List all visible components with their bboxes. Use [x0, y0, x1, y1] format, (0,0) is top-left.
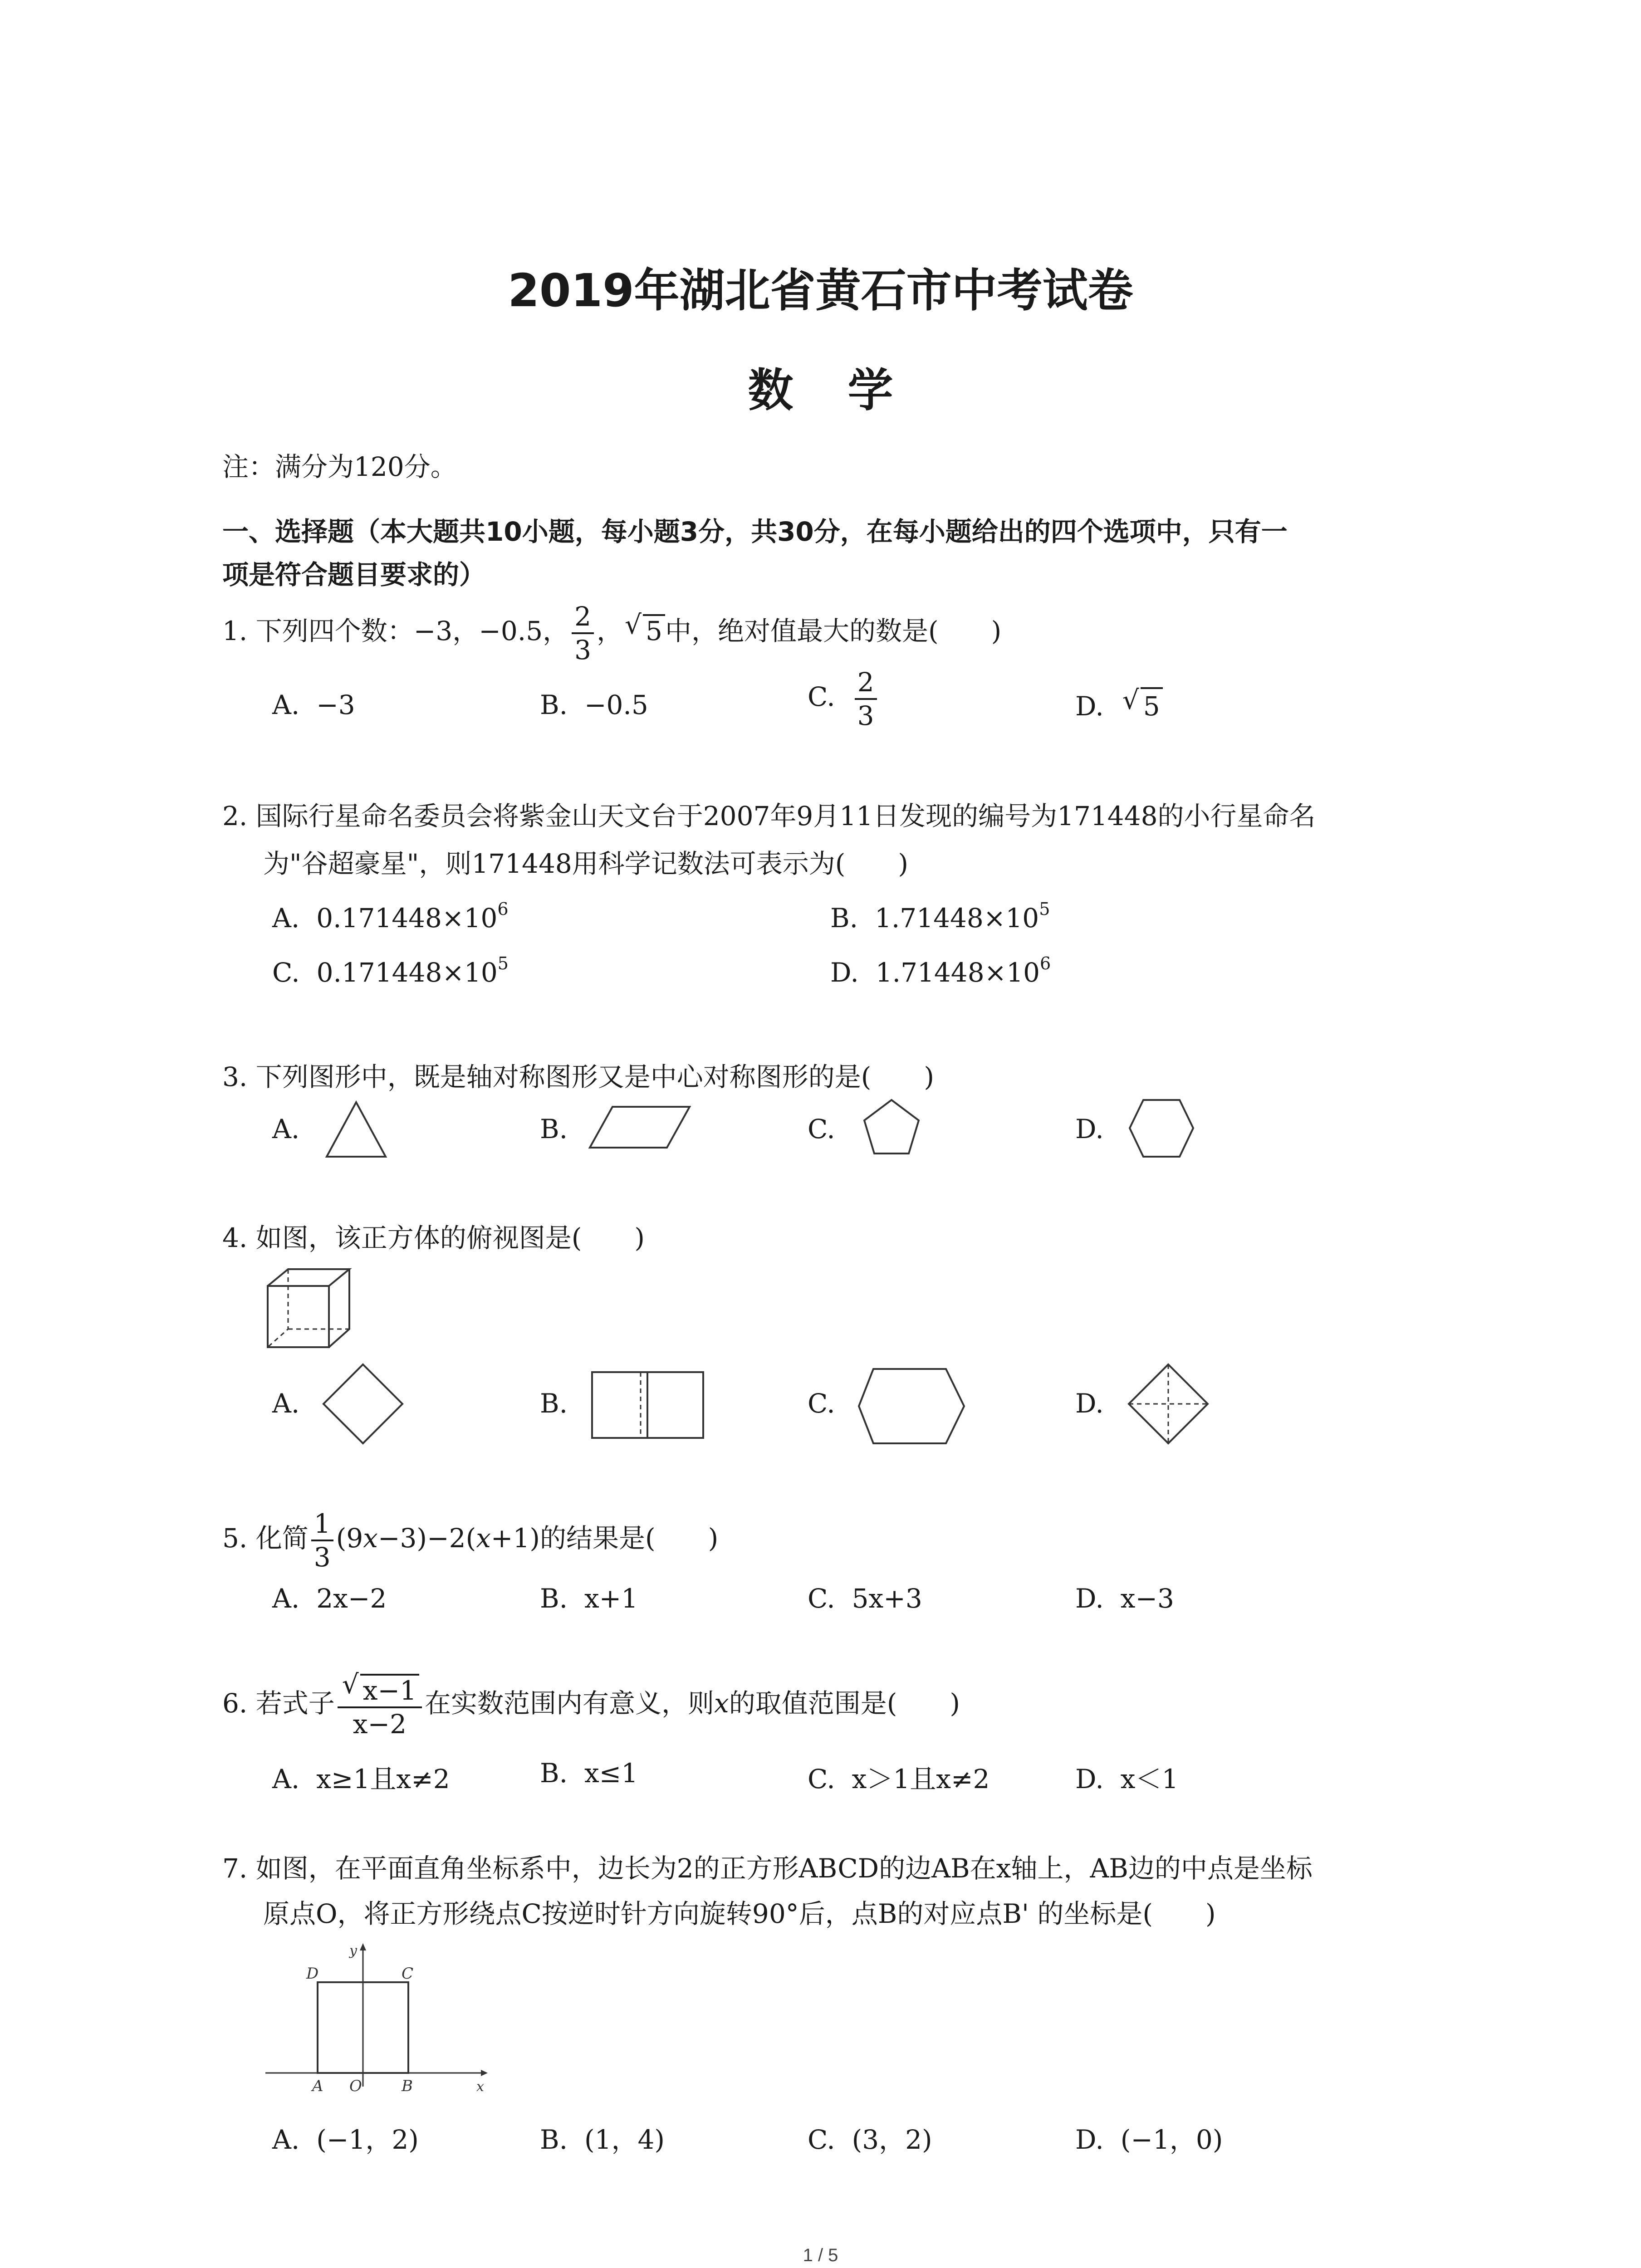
q7-option-b-label: B.: [540, 2124, 568, 2155]
q6-fraction: [338, 1674, 422, 1740]
q5-var-x2: x: [476, 1523, 491, 1554]
q2-option-c-label: C.: [272, 957, 300, 988]
q5-option-c-label: C.: [808, 1583, 835, 1614]
q6-option-c-text: x＞1且x≠2: [852, 1764, 990, 1794]
q5-option-a[interactable]: [272, 1583, 387, 1614]
page-number: 1 / 5: [803, 2245, 838, 2265]
q2-option-d[interactable]: [830, 953, 1051, 988]
q1-option-c-den: 3: [857, 700, 874, 731]
q5-option-b[interactable]: [540, 1583, 638, 1614]
score-note: 注：满分为120分。: [222, 451, 457, 482]
q7-option-d[interactable]: [1075, 2118, 1223, 2156]
question-1-stem: [222, 603, 1001, 663]
section-heading-line1: 一、选择题（本大题共10小题，每小题3分，共30分，在每小题给出的四个选项中，只有一: [222, 516, 1288, 547]
q6-sqrt-radicand: x−1: [360, 1674, 419, 1704]
q6-suffix-b: 的取值范围是( ): [729, 1688, 960, 1719]
question-5-stem: [222, 1508, 719, 1573]
q6-option-b-text: x≤1: [584, 1758, 638, 1789]
hexagon-flat-shape: [855, 1365, 969, 1447]
question-4-stem: 4. 如图，该正方体的俯视图是( ): [222, 1222, 645, 1253]
q2-option-b[interactable]: [830, 899, 1050, 934]
subject-title: 数学: [748, 364, 948, 417]
q7-option-c-text: (3，2): [852, 2124, 932, 2155]
q1-fraction: [572, 603, 594, 663]
q2-option-c-exponent: 5: [497, 953, 509, 973]
label-x: x: [476, 2079, 484, 2095]
q7-option-a-label: A.: [272, 2124, 300, 2155]
q1-option-c-fraction: [855, 669, 877, 729]
q6-option-d-label: D.: [1075, 1764, 1104, 1794]
label-b: B: [402, 2077, 413, 2095]
q1-option-c-num: 2: [855, 669, 877, 700]
q1-frac-den: 3: [574, 635, 592, 665]
q6-option-b-label: B.: [540, 1758, 568, 1789]
diamond-shape: [320, 1361, 406, 1447]
q7-option-a-text: (−1，2): [316, 2124, 419, 2155]
section-heading-line2: 项是符合题目要求的）: [222, 559, 486, 590]
q1-option-a[interactable]: [272, 689, 355, 720]
q2-option-a-exponent: 6: [497, 899, 509, 919]
q4-option-a-label[interactable]: A.: [272, 1388, 300, 1419]
q3-option-a-label[interactable]: A.: [272, 1114, 300, 1144]
q6-option-c-label: C.: [808, 1764, 835, 1794]
q1-option-c[interactable]: [808, 669, 880, 729]
q1-option-d[interactable]: [1075, 687, 1163, 722]
q2-option-d-label: D.: [830, 957, 859, 988]
q5-frac-num: 1: [311, 1510, 333, 1541]
q5-var-x1: x: [363, 1523, 378, 1554]
label-d: D: [306, 1965, 319, 1983]
question-7-line2: 原点O，将正方形绕点C按逆时针方向旋转90°后，点B的对应点B' 的坐标是( ): [263, 1898, 1216, 1929]
q1-option-a-text: −3: [316, 689, 355, 720]
q1-suffix: 中，绝对值最大的数是( ): [665, 616, 1002, 647]
q6-option-a-text: x≥1且x≠2: [316, 1764, 450, 1794]
question-6-stem: [222, 1674, 960, 1740]
question-2-line1: 2. 国际行星命名委员会将紫金山天文台于2007年9月11日发现的编号为171448的小行星命名: [222, 801, 1316, 831]
q7-option-b[interactable]: [540, 2118, 665, 2156]
q5-expr-c: +1)的结果是( ): [490, 1523, 719, 1554]
q4-option-c-label[interactable]: C.: [808, 1388, 835, 1419]
q1-option-b-label: B.: [540, 689, 568, 720]
q5-prefix: 5. 化简: [222, 1523, 309, 1554]
triangle-shape: [322, 1098, 390, 1161]
q7-option-c[interactable]: [808, 2118, 932, 2156]
q2-option-a-base: 0.171448×10: [316, 903, 498, 934]
rectangle-split-shape: [590, 1370, 708, 1442]
q5-option-c-text: 5x+3: [852, 1583, 922, 1614]
q2-option-d-exponent: 6: [1040, 953, 1051, 973]
q2-option-b-base: 1.71448×10: [874, 903, 1039, 934]
q1-frac-num: 2: [572, 603, 594, 634]
q5-option-a-label: A.: [272, 1583, 300, 1614]
q5-option-d-label: D.: [1075, 1583, 1104, 1614]
q1-comma: ，: [597, 616, 623, 647]
q7-option-d-text: (−1，0): [1120, 2124, 1223, 2155]
q3-option-b-label[interactable]: B.: [540, 1114, 568, 1144]
q7-option-d-label: D.: [1075, 2124, 1104, 2155]
coordinate-figure: [263, 1937, 499, 2100]
label-o: O: [349, 2077, 362, 2095]
q5-frac-den: 3: [314, 1542, 331, 1573]
label-c: C: [402, 1965, 414, 1983]
q6-option-d[interactable]: [1075, 1758, 1178, 1796]
q5-option-a-text: 2x−2: [316, 1583, 387, 1614]
label-a: A: [312, 2077, 323, 2095]
q5-expr-a: (9: [336, 1523, 363, 1554]
pentagon-shape: [860, 1095, 923, 1159]
q6-option-d-text: x＜1: [1120, 1764, 1179, 1794]
q2-option-b-label: B.: [830, 903, 858, 934]
q6-option-c[interactable]: [808, 1758, 989, 1796]
q1-option-b[interactable]: [540, 689, 648, 720]
q6-option-b[interactable]: [540, 1758, 638, 1789]
diamond-dashed-shape: [1125, 1361, 1211, 1447]
q2-option-c[interactable]: [272, 953, 509, 988]
question-3-stem: 3. 下列图形中，既是轴对称图形又是中心对称图形的是( ): [222, 1061, 935, 1092]
q5-option-b-label: B.: [540, 1583, 568, 1614]
q6-denominator: x−2: [353, 1709, 407, 1740]
q6-sqrt: [342, 1674, 419, 1704]
q5-expr-b: −3)−2(: [377, 1523, 476, 1554]
q5-option-d-text: x−3: [1120, 1583, 1174, 1614]
parallelogram-shape: [590, 1102, 694, 1152]
hexagon-shape: [1125, 1095, 1198, 1161]
q6-prefix: 6. 若式子: [222, 1688, 335, 1719]
q1-sqrt: [625, 614, 665, 647]
q2-option-a-label: A.: [272, 903, 300, 934]
q1-option-b-text: −0.5: [584, 689, 648, 720]
q3-option-d-label[interactable]: D.: [1075, 1114, 1104, 1144]
q1-option-a-label: A.: [272, 689, 300, 720]
q4-option-b-label[interactable]: B.: [540, 1388, 568, 1419]
q2-option-b-exponent: 5: [1039, 899, 1050, 919]
q1-option-d-sqrt: [1122, 687, 1163, 722]
q6-option-a[interactable]: [272, 1758, 450, 1796]
q5-option-b-text: x+1: [584, 1583, 638, 1614]
question-2-line2: 为"谷超豪星"，则171448用科学记数法可表示为( ): [263, 848, 909, 879]
q3-option-c-label[interactable]: C.: [808, 1114, 835, 1144]
q7-option-c-label: C.: [808, 2124, 835, 2155]
q5-option-d[interactable]: [1075, 1583, 1174, 1614]
q4-option-d-label[interactable]: D.: [1075, 1388, 1104, 1419]
q1-sqrt-radicand: 5: [643, 614, 665, 644]
question-7-line1: 7. 如图，在平面直角坐标系中，边长为2的正方形ABCD的边AB在x轴上，AB边的中点是坐标: [222, 1853, 1313, 1884]
q7-option-b-text: (1，4): [584, 2124, 665, 2155]
q7-option-a[interactable]: [272, 2118, 419, 2156]
q2-option-a[interactable]: [272, 899, 509, 934]
q6-suffix-a: 在实数范围内有意义，则: [425, 1688, 715, 1719]
q1-option-c-label: C.: [808, 681, 835, 713]
q6-var-x: x: [714, 1688, 729, 1719]
q2-option-c-base: 0.171448×10: [316, 957, 498, 988]
q6-option-a-label: A.: [272, 1764, 300, 1794]
q1-option-d-label: D.: [1075, 691, 1104, 722]
q1-prefix: 1. 下列四个数：−3，−0.5，: [222, 616, 569, 647]
cube-figure: [263, 1266, 354, 1356]
q5-option-c[interactable]: [808, 1583, 922, 1614]
q6-numerator: [338, 1674, 422, 1708]
exam-title: 2019年湖北省黄石市中考试卷: [508, 264, 1133, 317]
q1-option-d-radicand: 5: [1141, 687, 1163, 722]
q2-option-d-base: 1.71448×10: [875, 957, 1040, 988]
q5-fraction: [311, 1508, 333, 1573]
label-y: y: [349, 1943, 357, 1959]
